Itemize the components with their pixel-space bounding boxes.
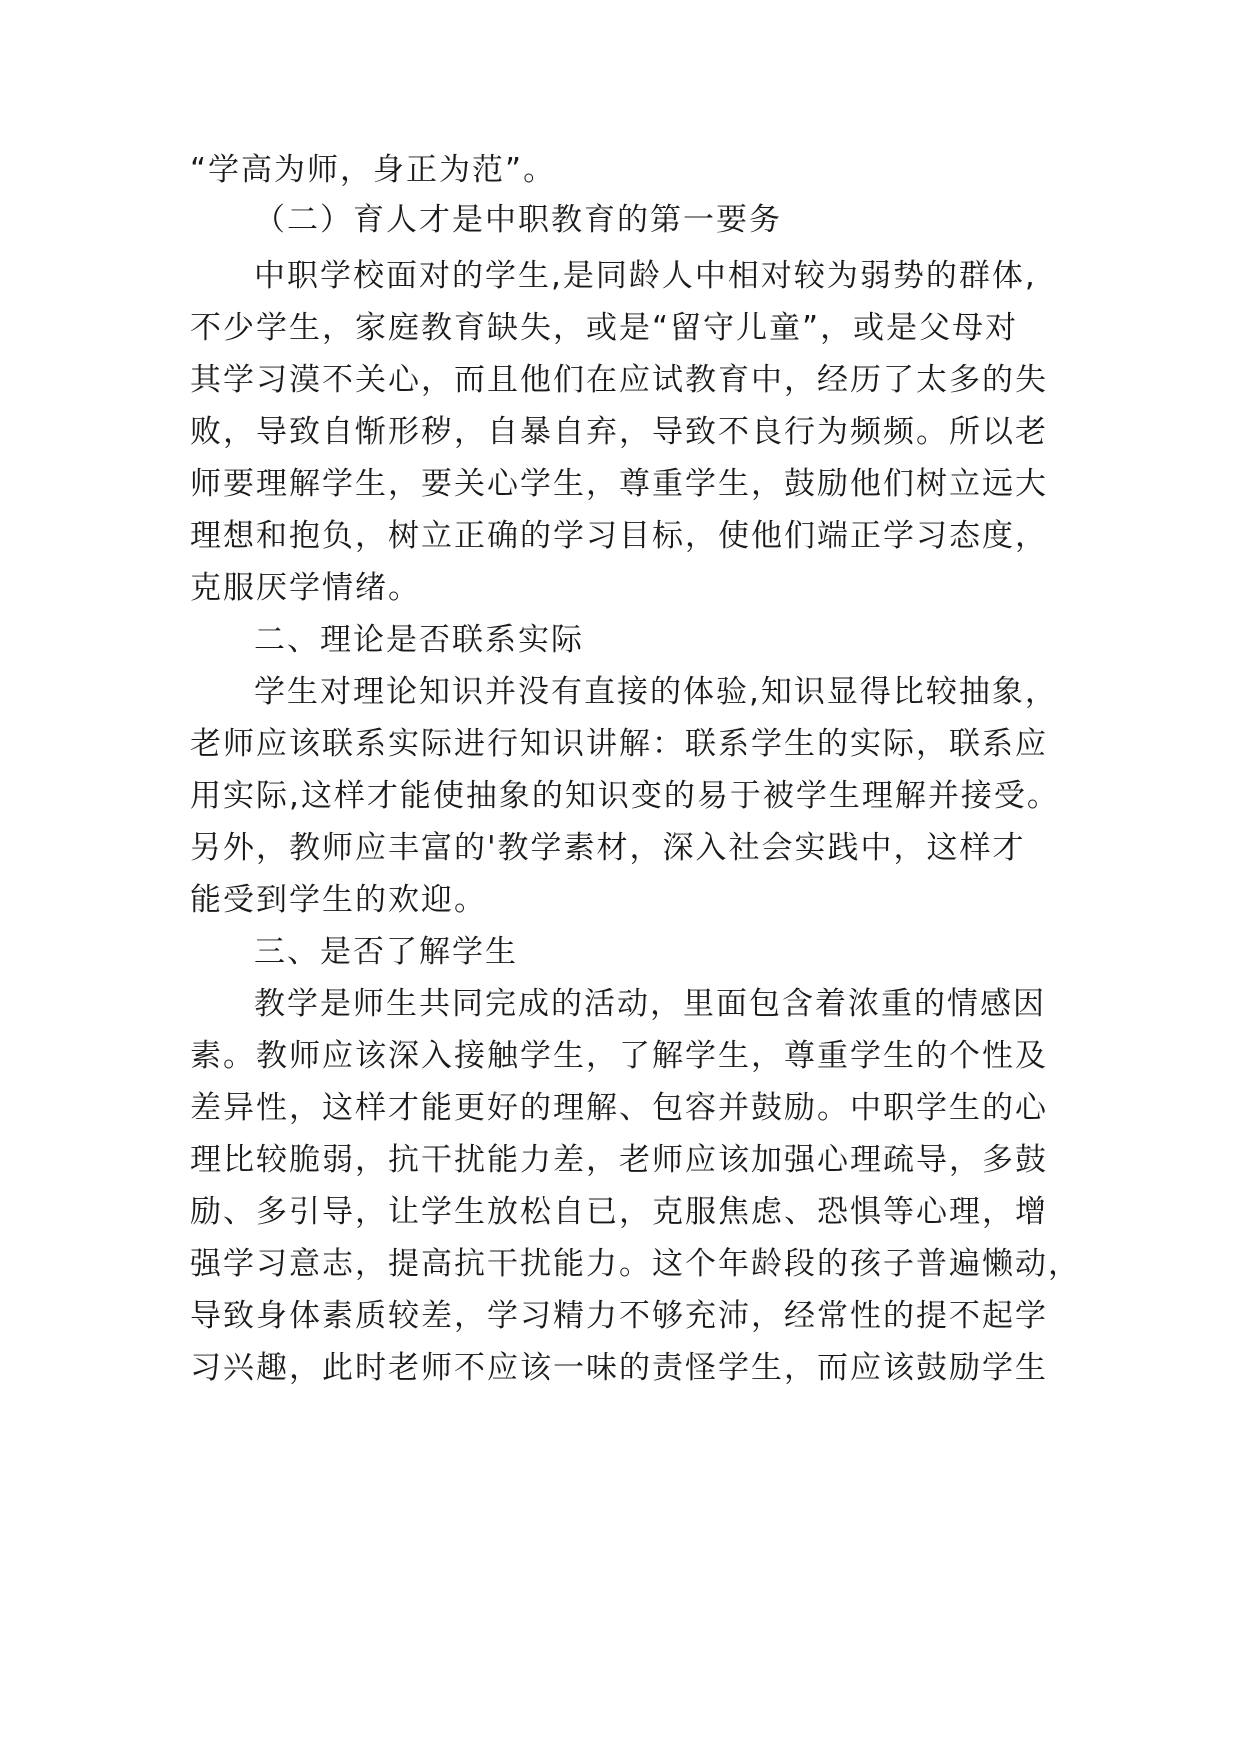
paragraph-line: 理比较脆弱，抗干扰能力差，老师应该加强心理疏导，多鼓 (190, 1142, 1048, 1178)
paragraph-line: 教学是师生共同完成的活动，里面包含着浓重的情感因 (254, 986, 1046, 1022)
paragraph-line: 励、多引导，让学生放松自已，克服焦虑、恐惧等心理，增 (190, 1194, 1048, 1230)
section-heading-2: （二）育人才是中职教育的第一要务 (254, 202, 782, 238)
paragraph-line: 强学习意志，提高抗干扰能力。这个年龄段的孩子普遍懒动， (190, 1246, 1081, 1282)
paragraph-line: 理想和抱负，树立正确的学习目标，使他们端正学习态度， (190, 518, 1048, 554)
paragraph-line: 老师应该联系实际进行知识讲解：联系学生的实际，联系应 (190, 726, 1048, 762)
paragraph-line: 不少学生，家庭教育缺失，或是“留守儿童”，或是父母对 (190, 310, 1019, 346)
paragraph-line: 其学习漠不关心，而且他们在应试教育中，经历了太多的失 (190, 362, 1048, 398)
paragraph-line: 克服厌学情绪。 (190, 570, 421, 606)
section-heading-three: 三、是否了解学生 (254, 934, 518, 970)
paragraph-line: 导致身体素质较差，学习精力不够充沛，经常性的提不起学 (190, 1298, 1048, 1334)
paragraph-line: 败，导致自惭形秽，自暴自弃，导致不良行为频频。所以老 (190, 414, 1048, 450)
paragraph-line: 用实际,这样才能使抽象的知识变的易于被学生理解并接受。 (190, 778, 1060, 814)
paragraph-line-quote: “学高为师，身正为范”。 (190, 152, 557, 188)
paragraph-line: 习兴趣，此时老师不应该一味的责怪学生，而应该鼓励学生 (190, 1350, 1048, 1386)
paragraph-line: 能受到学生的欢迎。 (190, 882, 487, 918)
section-heading-two: 二、理论是否联系实际 (254, 622, 584, 658)
paragraph-line: 学生对理论知识并没有直接的体验,知识显得比较抽象， (254, 674, 1058, 710)
paragraph-line: 中职学校面对的学生,是同龄人中相对较为弱势的群体, (254, 258, 1037, 294)
paragraph-line: 素。教师应该深入接触学生，了解学生，尊重学生的个性及 (190, 1038, 1048, 1074)
paragraph-line: 另外，教师应丰富的'教学素材，深入社会实践中，这样才 (190, 830, 1026, 866)
paragraph-line: 师要理解学生，要关心学生，尊重学生，鼓励他们树立远大 (190, 466, 1048, 502)
paragraph-line: 差异性，这样才能更好的理解、包容并鼓励。中职学生的心 (190, 1090, 1048, 1126)
